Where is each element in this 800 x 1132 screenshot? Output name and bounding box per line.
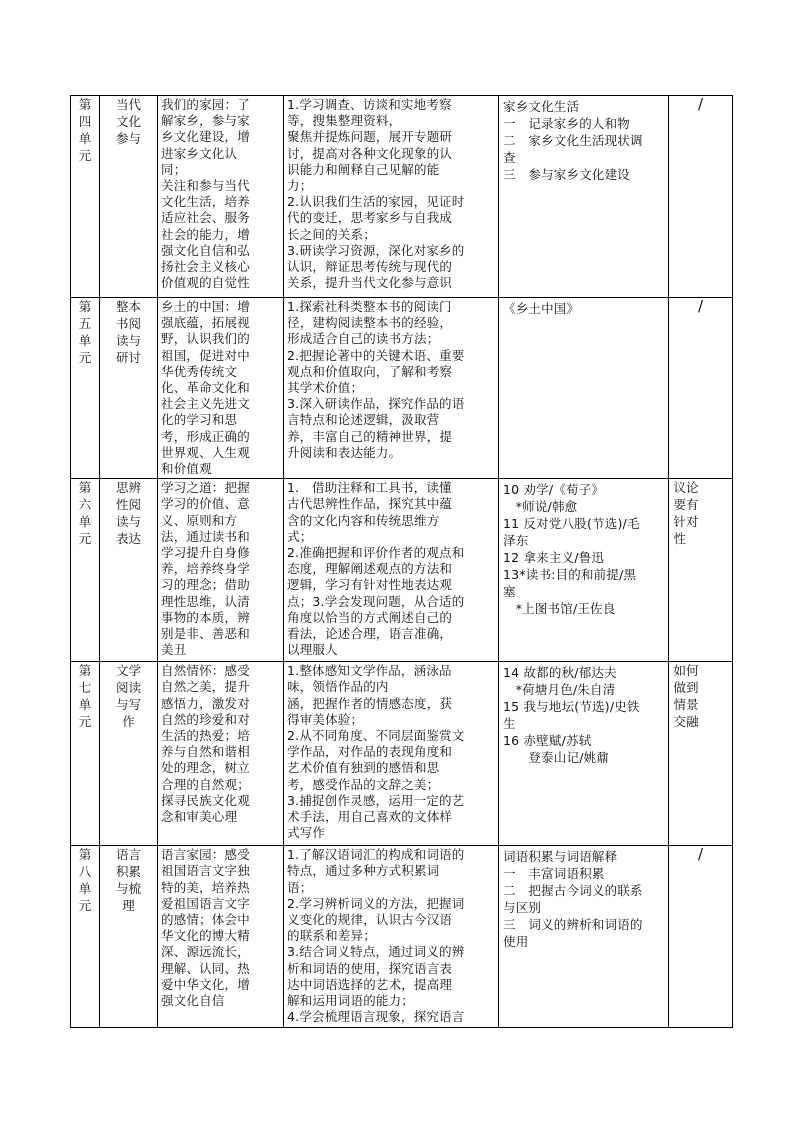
texts-cell: [499, 846, 669, 1028]
topic-label: 当代文化参与: [115, 97, 141, 146]
tasks-cell: [284, 846, 499, 1028]
unit-cell: [71, 298, 100, 479]
extra-cell: [669, 846, 733, 1028]
texts-cell: [499, 298, 669, 479]
goals-cell: [158, 846, 284, 1028]
teaching-plan-table: [70, 95, 733, 1028]
topic-cell: [100, 96, 158, 298]
goals-text: 语言家园：感受 祖国语言文字独 特的美，培养热 爱祖国语言文字 的感情；体会中 华文化的博大精 深、源远流长， 理解、认同、热 爱中华文化，增 强文化自信: [161, 847, 250, 1009]
topic-cell: [100, 298, 158, 479]
topic-cell: [100, 846, 158, 1028]
extra-cell: [669, 662, 733, 846]
topic-cell: [100, 479, 158, 662]
goals-text: 乡土的中国：增 强底蕴，拓展视 野，认识我们的 祖国，促进对中 华优秀传统文 化、革命文化和 社会主义先进文 化的学习和思 考，形成正确的 世界观、人生观 和价值观: [161, 299, 250, 477]
goals-cell: [158, 662, 284, 846]
unit-label: 第五单元: [78, 299, 92, 365]
topic-label: 思辨性阅读与表达: [115, 480, 141, 547]
table-row: [71, 662, 733, 846]
texts-list: 《乡土中国》: [503, 301, 580, 316]
extra-text: 议论 要有 针对 性: [673, 480, 699, 547]
unit-cell: [71, 479, 100, 662]
topic-label: 整本书阅读与研讨: [115, 299, 141, 365]
extra-text: /: [697, 845, 704, 864]
unit-cell: [71, 96, 100, 298]
tasks-cell: [284, 96, 499, 298]
goals-text: 学习之道：把握 学习的价值、意 义、原则和方 法，通过读书和 学习提升自身修 养，培养终身学 习的理念；借助 理性思维，认清 事物的本质，辨 别是非、善恶和 美丑: [161, 480, 250, 658]
extra-text: 如何 做到 情景 交融: [673, 663, 699, 730]
texts-cell: [499, 662, 669, 846]
tasks-cell: [284, 479, 499, 662]
tasks-text: 1.探索社科类整本书的阅读门 径，建构阅读整本书的经验， 形成适合自己的读书方法； 2.把握论著中的关键术语、重要 观点和价值取向，了解和考察 其学术价值； 3.深入研读作品，探究作品的语 言特点和论述逻辑，汲取营 养，丰富自己的精神世界，提 升阅读和表达能力。: [287, 299, 465, 460]
extra-cell: [669, 96, 733, 298]
unit-label: 第六单元: [78, 480, 92, 547]
unit-label: 第四单元: [78, 97, 92, 163]
topic-label: 文学阅读与写作: [115, 663, 141, 730]
unit-cell: [71, 662, 100, 846]
tasks-text: 1.整体感知文学作品，涵泳品 味，领悟作品的内 涵，把握作者的情感态度，获 得审美体验； 2.从不同角度、不同层面鉴赏文 学作品，对作品的表现角度和 艺术价值有独到的感悟和思 考，感受作品的文辞之美； 3.捕捉创作灵感，运用一定的艺 术手法，用自己喜欢的文体样 式写作: [287, 663, 465, 841]
texts-cell: [499, 96, 669, 298]
topic-label: 语言积累与梳理: [115, 847, 141, 914]
tasks-cell: [284, 298, 499, 479]
topic-cell: [100, 662, 158, 846]
texts-list: 家乡文化生活 一 记录家乡的人和物 二 家乡文化生活现状调 查 三 参与家乡文化建设: [503, 99, 643, 182]
tasks-cell: [284, 662, 499, 846]
texts-cell: [499, 479, 669, 662]
table-row: [71, 96, 733, 298]
texts-list: 10 劝学/《荀子》 *师说/韩愈 11 反对党八股(节选)/毛 泽东 12 拿来主义/鲁迅 13*读书:目的和前提/黑 塞 *上图书馆/王佐良: [503, 482, 640, 617]
table-row: [71, 846, 733, 1028]
tasks-text: 1.学习调查、访谈和实地考察 等，搜集整理资料， 聚焦并提炼问题，展开专题研 讨，提高对各种文化现象的认 识能力和阐释自己见解的能 力； 2.认识我们生活的家园，见证时 代的变迁，思考家乡与自我成 长之间的关系； 3.研读学习资源，深化对家乡的 认识，辩证思考传统与现代的 关系，提升当代文化参与意识: [287, 97, 465, 291]
extra-text: /: [697, 95, 704, 113]
goals-cell: [158, 479, 284, 662]
extra-cell: [669, 479, 733, 662]
goals-text: 自然情怀：感受 自然之美，提升 感悟力，激发对 自然的珍爱和对 生活的热爱；培 养与自然和谐相 处的理念，树立 合理的自然观； 探寻民族文化观 念和审美心理: [161, 663, 250, 825]
unit-cell: [71, 846, 100, 1028]
extra-text: /: [697, 297, 704, 315]
texts-list: 词语积累与词语解释 一 丰富词语积累 二 把握古今词义的联系 与区别 三 词义的辨析和词语的 使用: [503, 849, 643, 950]
tasks-text: 1.了解汉语词汇的构成和词语的 特点，通过多种方式积累词 语； 2.学习辨析词义的方法，把握词 义变化的规律，认识古今汉语 的联系和差异； 3.结合词义特点，通过词义的辨 析和词语的使用，探究语言表 达中词语选择的艺术，提高理 解和运用词语的能力； 4.学会梳理语言现象，探究语言: [287, 847, 465, 1025]
goals-cell: [158, 298, 284, 479]
table-row: [71, 298, 733, 479]
unit-label: 第七单元: [78, 663, 92, 730]
unit-label: 第八单元: [78, 847, 92, 914]
tasks-text: 1. 借助注释和工具书，读懂 古代思辨性作品，探究其中蕴 含的文化内容和传统思维方 式； 2.准确把握和评价作者的观点和 态度，理解阐述观点的方法和 逻辑，学习有针对性地表达观 点；3.学会发现问题，从合适的 角度以恰当的方式阐述自己的 看法，论述合理，语言准确， 以理服人: [287, 480, 465, 658]
texts-list: 14 故都的秋/郁达夫 *荷塘月色/朱自清 15 我与地坛(节选)/史铁 生 16 赤壁赋/苏轼 登泰山记/姚鼐: [503, 665, 640, 766]
table-row: [71, 479, 733, 662]
extra-cell: [669, 298, 733, 479]
goals-text: 我们的家园：了 解家乡，参与家 乡文化建设，增 进家乡文化认 同； 关注和参与当代 文化生活，培养 适应社会、服务 社会的能力，增 强文化自信和弘 扬社会主义核心 价值观的自觉性: [161, 97, 250, 291]
goals-cell: [158, 96, 284, 298]
